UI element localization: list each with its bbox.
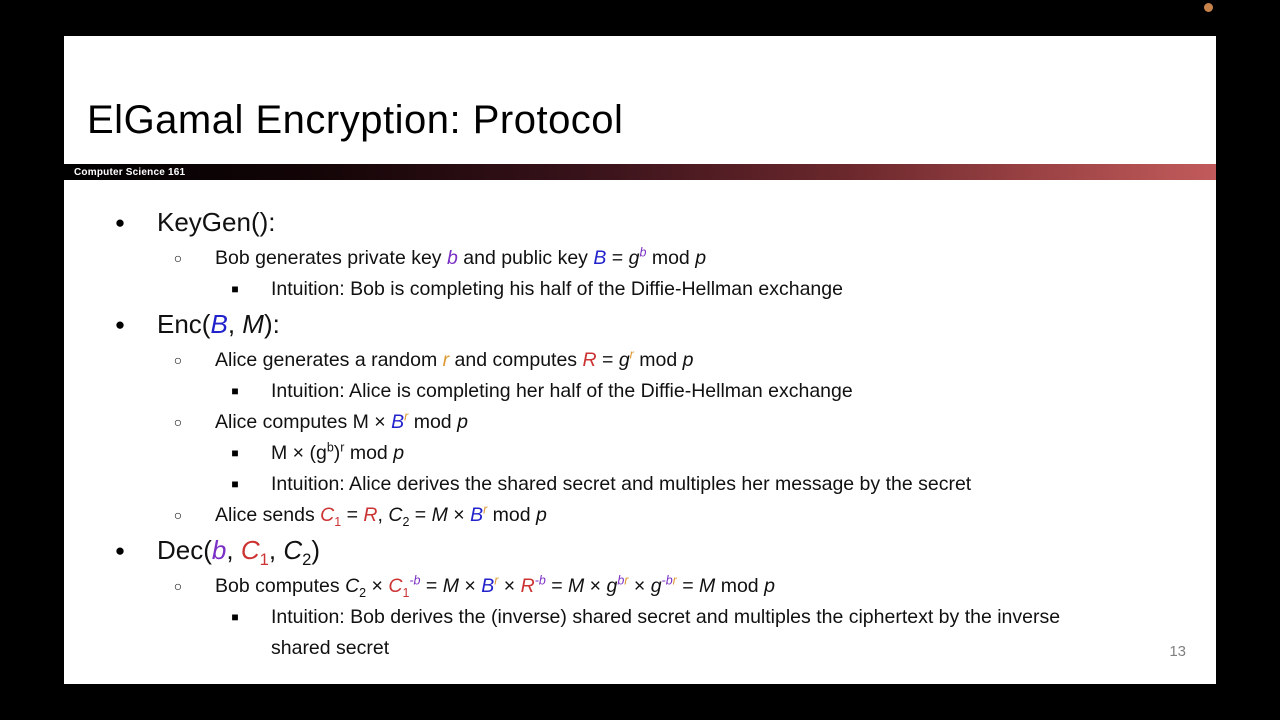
math-term: B xyxy=(210,309,228,339)
bullet-item xyxy=(64,376,1216,407)
math-term: 1 xyxy=(334,514,342,529)
bullet-text xyxy=(215,247,706,269)
bullet-text xyxy=(271,380,853,402)
text-segment: Intuition: Alice is completing her half of the Diffie-Hellman exchange xyxy=(271,380,853,402)
text-segment: p xyxy=(536,504,547,526)
math-term: C xyxy=(240,535,260,565)
text-segment: M xyxy=(431,504,448,526)
text-segment: Intuition: Bob derives the (inverse) shared secret and multiples the ciphertext by the inverse shared secret xyxy=(271,606,1061,659)
bullet-item xyxy=(64,500,1216,531)
text-segment: = xyxy=(596,349,619,371)
page-number: 13 xyxy=(1169,643,1186,660)
text-segment: p xyxy=(457,411,468,433)
text-segment: = xyxy=(341,504,364,526)
bullet-marker-icon: ● xyxy=(114,315,126,334)
bullet-list xyxy=(64,203,1216,664)
bullet-item xyxy=(64,469,1216,500)
math-term: r xyxy=(442,349,450,371)
math-term: C xyxy=(320,504,335,526)
slide-title: ElGamal Encryption: Protocol xyxy=(87,98,624,142)
bullet-item xyxy=(64,345,1216,376)
bullet-text xyxy=(157,309,280,339)
text-segment: × xyxy=(458,575,482,597)
text-segment: 2 xyxy=(402,514,410,529)
bullet-item xyxy=(64,205,1216,240)
math-term: B xyxy=(593,247,607,269)
math-term: 1 xyxy=(259,550,269,570)
text-segment: 2 xyxy=(359,585,367,600)
bullet-item xyxy=(64,533,1216,568)
text-segment: × xyxy=(628,575,651,597)
bullet-text xyxy=(215,502,547,529)
text-segment: × xyxy=(447,504,471,526)
text-segment: mod xyxy=(646,247,696,269)
math-term: 1 xyxy=(402,585,410,600)
bullet-marker-icon: ○ xyxy=(173,250,183,266)
text-segment: C xyxy=(388,504,403,526)
bullet-marker-icon: ● xyxy=(114,541,126,560)
text-segment: , xyxy=(377,504,389,526)
bullet-marker-icon: ○ xyxy=(173,507,183,523)
text-segment: and computes xyxy=(449,349,583,371)
bullet-item xyxy=(64,243,1216,274)
bullet-marker-icon: ○ xyxy=(173,578,183,594)
text-segment: Alice generates a random xyxy=(215,349,443,371)
math-term: r xyxy=(494,573,499,588)
bullet-text xyxy=(271,442,404,464)
bullet-item xyxy=(64,274,1216,305)
bullet-item xyxy=(64,438,1216,469)
bullet-marker-icon: ■ xyxy=(231,446,239,460)
text-segment: g xyxy=(650,575,662,597)
bullet-text xyxy=(157,535,321,570)
text-segment: 2 xyxy=(302,550,312,570)
math-term: b xyxy=(617,573,625,588)
bullet-item xyxy=(64,407,1216,438)
bullet-item xyxy=(64,307,1216,342)
slide xyxy=(64,36,1216,684)
bullet-marker-icon: ■ xyxy=(231,477,239,491)
text-segment: mod xyxy=(715,575,765,597)
math-term: R xyxy=(582,349,597,371)
math-term: -b xyxy=(534,573,546,588)
text-segment: r xyxy=(340,440,345,455)
bullet-text xyxy=(157,207,276,237)
text-segment: × xyxy=(498,575,521,597)
math-term: b xyxy=(446,247,458,269)
text-segment: M xyxy=(242,309,264,339)
math-term: B xyxy=(481,575,495,597)
text-segment: g xyxy=(618,349,630,371)
bullet-text xyxy=(271,278,843,300)
math-term: R xyxy=(520,575,535,597)
text-segment: Bob generates private key xyxy=(215,247,447,269)
text-segment: Alice sends xyxy=(215,504,321,526)
bullet-text xyxy=(215,349,693,371)
text-segment: g xyxy=(606,575,618,597)
text-segment: mod xyxy=(344,442,394,464)
text-segment: p xyxy=(393,442,405,464)
math-term: r xyxy=(404,409,409,424)
record-dot-icon xyxy=(1204,3,1213,12)
text-segment: × xyxy=(584,575,607,597)
course-accent-bar xyxy=(64,164,1216,180)
bullet-item xyxy=(64,571,1216,602)
math-term: b xyxy=(639,245,647,260)
math-term: R xyxy=(363,504,378,526)
text-segment: Enc( xyxy=(157,309,211,339)
text-segment: = xyxy=(420,575,443,597)
text-segment: , xyxy=(226,535,241,565)
text-segment: ): xyxy=(263,309,280,339)
text-segment: M xyxy=(442,575,459,597)
bullet-item xyxy=(64,602,1216,664)
text-segment: b xyxy=(326,440,334,455)
math-term: C xyxy=(388,575,403,597)
bullet-marker-icon: ■ xyxy=(231,282,239,296)
text-segment: and public key xyxy=(457,247,594,269)
text-segment: p xyxy=(682,349,694,371)
math-term: r xyxy=(483,502,488,517)
text-segment: , xyxy=(268,535,284,565)
text-segment: = xyxy=(606,247,629,269)
math-term: -b xyxy=(409,573,421,588)
bullet-marker-icon: ○ xyxy=(173,352,183,368)
text-segment: = xyxy=(409,504,432,526)
text-segment: ) xyxy=(311,535,321,565)
math-term: B xyxy=(391,411,405,433)
text-segment: mod xyxy=(408,411,458,433)
bullet-text xyxy=(271,606,1060,659)
text-segment: g xyxy=(628,247,640,269)
bullet-text xyxy=(215,411,468,433)
text-segment: C xyxy=(345,575,360,597)
text-segment: M × (g xyxy=(271,442,327,464)
text-segment: KeyGen(): xyxy=(157,207,276,237)
text-segment: p xyxy=(764,575,775,597)
text-segment: , xyxy=(227,309,243,339)
text-segment: = xyxy=(545,575,569,597)
bullet-marker-icon: ● xyxy=(114,213,126,232)
text-segment: Intuition: Alice derives the shared secret and multiples her message by the secret xyxy=(271,473,972,495)
math-term: r xyxy=(624,573,629,588)
bullet-text xyxy=(215,573,775,600)
text-segment: = xyxy=(676,575,700,597)
math-term: r xyxy=(672,573,677,588)
math-term: B xyxy=(470,504,484,526)
text-segment: Bob computes xyxy=(215,575,346,597)
bullet-marker-icon: ○ xyxy=(173,414,183,430)
text-segment: ) xyxy=(333,442,341,464)
text-segment: Alice computes M × xyxy=(215,411,392,433)
text-segment: M xyxy=(568,575,585,597)
math-term: b xyxy=(211,535,227,565)
text-segment: Intuition: Bob is completing his half of the Diffie-Hellman exchange xyxy=(271,278,843,300)
bullet-marker-icon: ■ xyxy=(231,610,239,624)
math-term: -b xyxy=(661,573,673,588)
text-segment: × xyxy=(366,575,389,597)
text-segment: Dec( xyxy=(157,535,212,565)
text-segment: C xyxy=(283,535,303,565)
bullet-text xyxy=(271,473,971,495)
course-label: Computer Science 161 xyxy=(74,166,186,178)
text-segment: p xyxy=(695,247,707,269)
text-segment: mod xyxy=(487,504,537,526)
text-segment: M xyxy=(699,575,716,597)
bullet-marker-icon: ■ xyxy=(231,384,239,398)
text-segment: mod xyxy=(633,349,683,371)
math-term: r xyxy=(629,347,634,362)
